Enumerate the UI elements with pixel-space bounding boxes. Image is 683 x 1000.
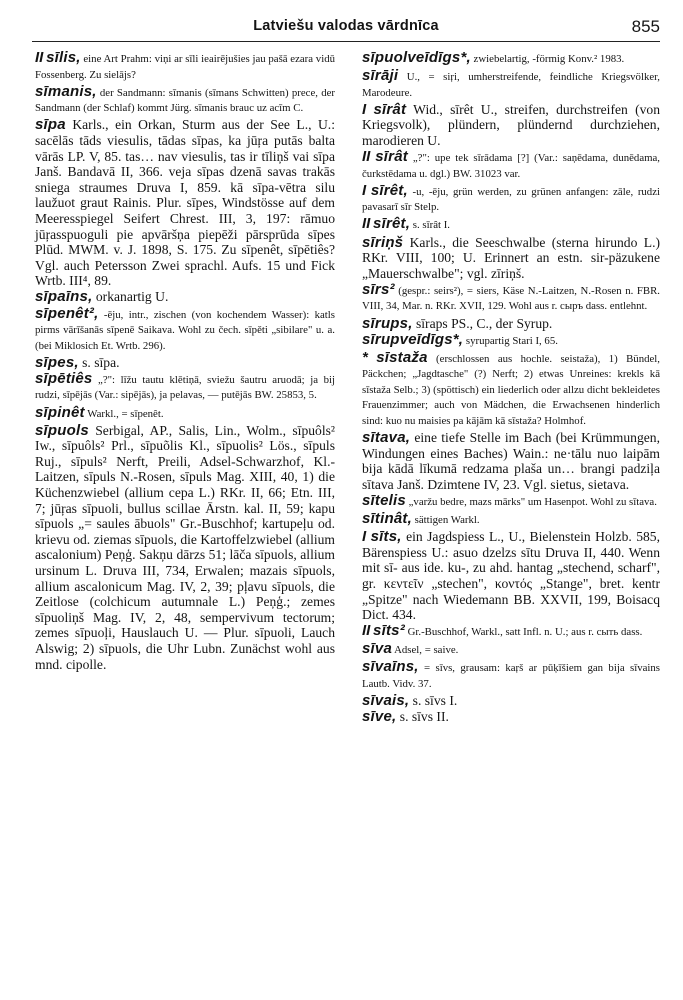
- entry-homonym-marker: I: [362, 528, 367, 546]
- entry-headword: sīpenêt²,: [35, 304, 99, 322]
- dictionary-entry: [35, 405, 335, 423]
- entry-definition: sīraps PS., C., der Syrup.: [412, 315, 553, 331]
- dictionary-entry: [362, 659, 660, 692]
- entry-headword: sīrât: [373, 100, 407, 118]
- entry-definition: eine tiefe Stelle im Bach (bei Krümmungen, Windungen eines Baches) Wain.: ne·tālu nuo laipām bija kādā līkumā redzama plaša un… brangi padziļa sītava Janš. Dzimtene IV, 23. Vgl. sietus, sietava.: [362, 430, 660, 492]
- dictionary-entry: [362, 493, 660, 511]
- entry-definition: Karls., die Seeschwalbe (sterna hirundo L.) RKr. VIII, 100; U. Erinnert an estn. sir-päzukene „Mauerschwalbe"; vgl. zīriņš.: [362, 234, 660, 281]
- entry-headword: sīvaīns,: [362, 658, 419, 676]
- left-column: [35, 50, 335, 673]
- dictionary-entry: [362, 529, 660, 623]
- header-rule: [32, 41, 660, 42]
- dictionary-entry: [362, 216, 660, 234]
- entry-headword: sīpinêt: [35, 403, 85, 421]
- entry-definition: -ēju, intr., zischen (von kochendem Wasser): katls pirms vārīšanās sīpenē Saikava. Wohl zu čech. sīpěti „sibilare" u. a. (bei Miklosich Et. Wrtb. 296).: [35, 308, 335, 352]
- entry-definition: s. sīpa.: [78, 354, 120, 370]
- entry-headword: sīmanis,: [35, 82, 97, 100]
- right-column: [362, 50, 660, 725]
- entry-headword: sīts²: [373, 622, 405, 640]
- entry-homonym-marker: I: [362, 181, 367, 199]
- entry-definition: -u, -ēju, grün werden, zu grünen anfangen: zāle, rudzi pavasarī sīr Stelp.: [362, 185, 661, 214]
- entry-definition: Karls., ein Orkan, Sturm aus der See L., U.: sacēlās tāds viesulis, tādas sīpas, ka jūŗa putās balta vārās LP. V, 85. tas… nav viesulis, tas ir tīliņš vai sīpa Janš. Bandavā II, 366. veja sīpas dzenā savas trakās sniega straumes Druva I, 859. kā sīpa-vētra silu laužuot graut Rainis. Plur. sīpes, Windstösse auf dem Meeresspiegel Seifert Chrest. III, 3, 197: rāmuo jūŗasspuoguli pie apvāršņa piepēži pārsprūda sīpes Plūd. MWM. v. J. 1898, S. 175. Zu sīpenêt, sīpētiês? Vgl. auch Petersson Zwei sprachl. Aufs. 15 und Fick Wrtb. III⁴, 89.: [35, 117, 335, 289]
- entry-homonym-marker: II: [35, 49, 44, 66]
- entry-homonym-marker: *: [362, 348, 368, 366]
- entry-homonym-marker: II: [362, 215, 371, 233]
- dictionary-entry: [35, 371, 335, 404]
- entry-headword: sītelis: [362, 492, 406, 510]
- dictionary-entry: [362, 282, 660, 315]
- entry-headword: sītinât,: [362, 510, 412, 528]
- dictionary-entry: [362, 332, 660, 350]
- dictionary-entry: [362, 623, 660, 641]
- entry-headword: sīpuolveīdīgs*,: [362, 49, 471, 66]
- entry-definition: syrupartig Stari I, 65.: [463, 334, 558, 347]
- dictionary-entry: [35, 117, 335, 289]
- entry-headword: sīstaža: [376, 348, 428, 366]
- dictionary-entry: [362, 316, 660, 332]
- dictionary-entry: [362, 68, 660, 101]
- entry-definition: Adsel, = saive.: [392, 644, 459, 657]
- entry-headword: sīpaīns,: [35, 288, 93, 306]
- entry-definition: orkanartig U.: [92, 289, 169, 305]
- entry-definition: Warkl., = sīpenêt.: [84, 407, 164, 420]
- dictionary-entry: [35, 84, 335, 117]
- entry-headword: sīpētiês: [35, 369, 93, 387]
- running-title: Latviešu valodas vārdnīca: [253, 18, 439, 34]
- entry-definition: Wid., sīrêt U., streifen, durchstreifen (von Kriegsvolk), plündern, plündernd durchziehen, marodieren U.: [362, 101, 660, 148]
- page-number: 855: [631, 17, 660, 36]
- entry-headword: sīrât: [375, 148, 408, 166]
- dictionary-entry: [35, 355, 335, 371]
- entry-headword: sītava,: [362, 429, 411, 447]
- page-header: [32, 18, 660, 40]
- dictionary-entry: [362, 709, 660, 725]
- entry-headword: sīts,: [370, 528, 402, 546]
- entry-definition: (gespr.: seirs²), = siers, Käse N.-Laitzen, N.-Rosen n. FBR. VIII, 34, Mar. n. RKr. XVII, 129. Wohl aus r. сыръ dass. entlehnt.: [362, 284, 660, 313]
- dictionary-entry: [362, 235, 660, 282]
- dictionary-entry: [362, 149, 660, 182]
- entry-definition: ein Jagdspiess L., U., Bielenstein Holzb. 585, Bärenspiess U.: asuo dzelzs sītu Druva II, 440. Wenn mit sī- aus ide. ku-, zu ahd. hantag „stechend, scharf", gr. κεντεῖν „stechen", κοντός „Stange", bret. kentr „Spitze" nach Wiedemann BB. XXVII, 199, Boisacq Dict. 434.: [362, 529, 661, 623]
- dictionary-entry: [35, 50, 335, 83]
- entry-definition: Gr.-Buschhof, Warkl., satt Infl. n. U.; aus r. сыть dass.: [404, 626, 643, 639]
- entry-definition: = sīvs, grausam: kaŗš ar pūķīšiem gan bija sīvains Lautb. Vidv. 37.: [362, 662, 660, 691]
- entry-headword: sīrups,: [362, 314, 413, 332]
- entry-definition: Serbigal, AP., Salis, Lin., Wolm., sīpuôls² Iw., sīpuôls² Prl., sīpuõlis Kl., sīpuolis² Lös., sīpuls Ruj., sīpuls² Nerft, Preili, Adsel-Schwarzhof, Kl.-Laitzen, sīpuls N.-Rosen, sīpuls Mag. XIII, 40, 1) die Küchenzwiebel (allium cepa L.) RKr. II, 66; Etn. III, 7; jūŗas sīpuoli, bullus scillae Ārstn. kal. II, 59; kapu sīpuols „= saules ābuols" Gr.-Buschhof; kartupeļu od. krievu od. ziemas sīpuols, die Kartoffelzwiebel (allium ascalonium) Peņģ. Sakņu dārzs 51; lāča sīpuols, allium ursinum L. Druva III, 734, Erwalen; mazais sīpuols, allium ascalonicum Mag. IV, 2, 39; pļavu sīpuols, die Zeitlose (colchicum autumnale L.) Peņģ.; zemes sīpuoliņš Mag. IV, 2, 48, sempervivum tectorum; zemes sīpuoļi, Hauslauch U. — Plur. sīpuoli, Lauch Alswig; 2) sīpuols, die Uhr Lubn. Zunächst wohl aus mnd. cipolle.: [35, 422, 335, 672]
- entry-headword: sīrāji: [362, 67, 399, 85]
- entry-homonym-marker: II: [362, 622, 371, 640]
- dictionary-entry: [362, 183, 660, 216]
- entry-definition: eine Art Prahm: viņi ar sīli ieairējušies jau pašā ezara vidū Fossenberg. Zu sielājs?: [35, 53, 336, 81]
- entry-headword: sīpes,: [35, 353, 79, 371]
- entry-headword: sīrêt,: [370, 181, 408, 199]
- dictionary-entry: [35, 423, 335, 673]
- entry-homonym-marker: II: [362, 148, 371, 166]
- dictionary-entry: [362, 350, 660, 430]
- entry-headword: sīriņš: [362, 233, 404, 251]
- entry-definition: „?": upe tek sīrādama [?] (Var.: saņēdama, dunēdama, čurkstēdama u. dgl.) BW. 31023 var.: [362, 152, 660, 180]
- dictionary-entry: [362, 511, 660, 529]
- entry-definition: s. sīvs I.: [409, 693, 458, 709]
- entry-headword: sīpa: [35, 116, 66, 134]
- entry-definition: (erschlossen aus hochle. seistaža), 1) Bündel, Päckchen; „Jagdtasche" (?) Nerft; 2) etwas Unreines: krekls kā sīstaža Selb.; 3) (spöttisch) ein liederlich oder allzu dicht bekleidetes Frauenzimmer; auch von Mädchen, die Erwachsenen hinderlich sind: kuo nu maisies pa kājām kā sīstaža? Holmhof.: [362, 352, 660, 428]
- dictionary-entry: [362, 102, 660, 149]
- entry-definition: der Sandmann: sīmanis (sīmans Schwitten) prece, der Sandmann (der Schlaf) kommt Jürg. sīmanis brauc uz acīm C.: [35, 86, 335, 115]
- entry-definition: s. sīrât I.: [410, 219, 450, 232]
- dictionary-entry: [362, 430, 660, 492]
- entry-headword: sīrêt,: [373, 215, 411, 233]
- entry-headword: sīpuols: [35, 421, 89, 439]
- dictionary-entry: [35, 289, 335, 305]
- dictionary-entry: [35, 306, 335, 355]
- entry-homonym-marker: I: [362, 100, 367, 118]
- entry-headword: sīva: [362, 640, 392, 658]
- entry-definition: „?": līžu tautu klētiņā, sviežu šautru aruodā; ja bij rudzi, sīpējās (Var.: sipējās), ja pelavas, — putējās BW. 25853, 5.: [35, 373, 335, 402]
- entry-headword: sīlis,: [46, 49, 81, 66]
- entry-definition: „varžu bedre, mazs mārks" um Hasenpot. Wohl zu sītava.: [405, 496, 657, 509]
- entry-headword: sīvais,: [362, 692, 410, 710]
- entry-headword: sīve,: [362, 708, 397, 726]
- entry-headword: sīrs²: [362, 280, 395, 298]
- dictionary-entry: [362, 693, 660, 709]
- entry-definition: s. sīvs II.: [396, 709, 449, 725]
- entry-definition: U., = siŗi, umherstreifende, feindliche Kriegsvölker, Marodeure.: [362, 71, 660, 99]
- entry-headword: sīrupveīdīgs*,: [362, 330, 464, 348]
- dictionary-entry: [362, 50, 660, 68]
- entry-definition: sättigen Warkl.: [411, 514, 480, 527]
- entry-definition: zwiebelartig, -förmig Konv.² 1983.: [470, 53, 625, 65]
- dictionary-entry: [362, 641, 660, 659]
